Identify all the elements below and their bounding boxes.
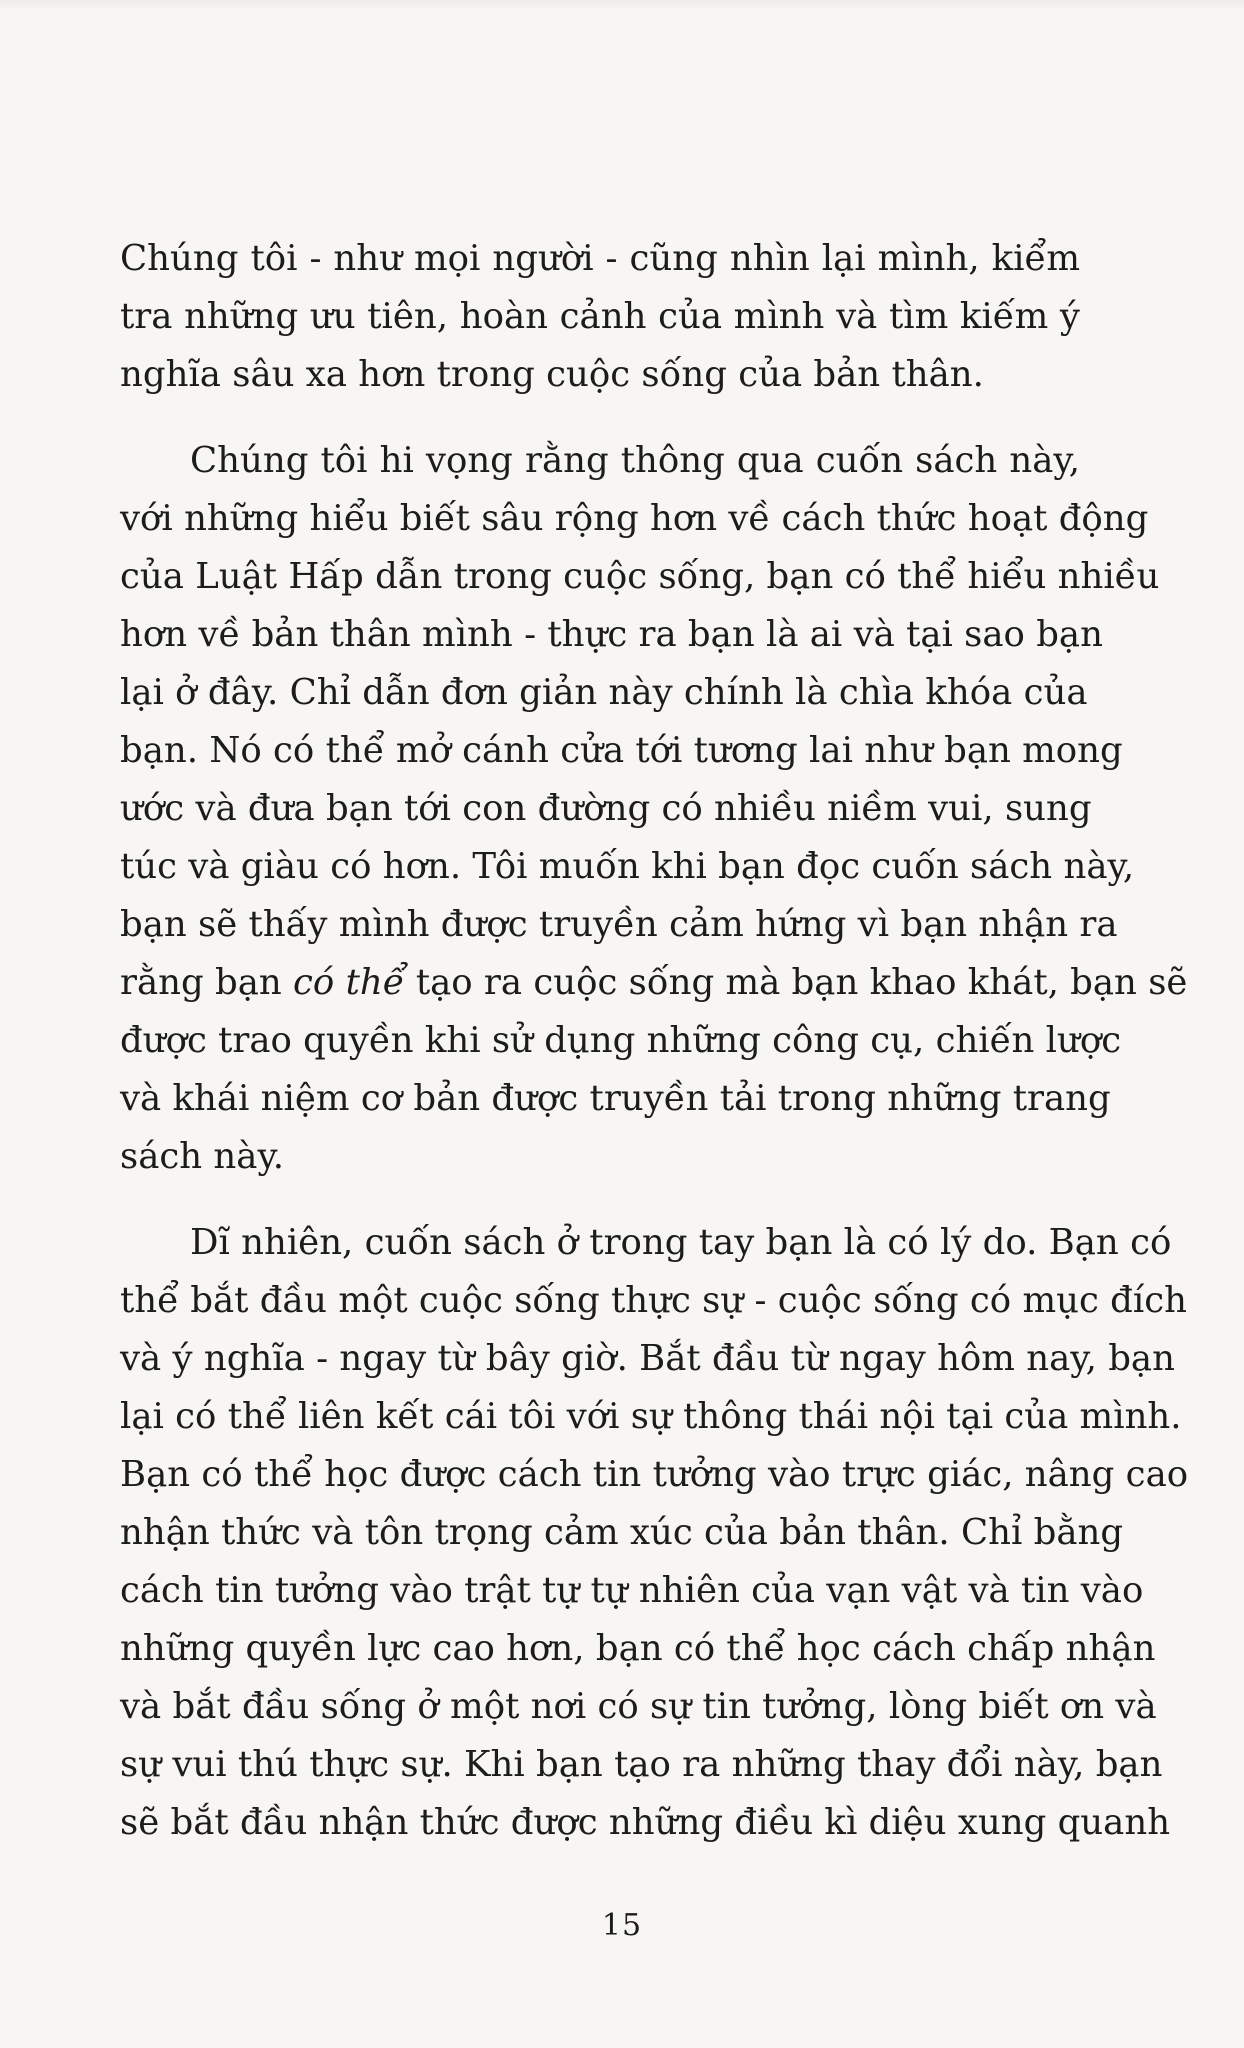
paragraph-1 xyxy=(120,230,1080,404)
text-line: Bạn có thể học được cách tin tưởng vào trực giác, nâng cao xyxy=(120,1454,1189,1495)
text-line: thể bắt đầu một cuộc sống thực sự - cuộc sống có mục đích xyxy=(120,1280,1187,1321)
text-line: được trao quyền khi sử dụng những công cụ, chiến lược xyxy=(120,1020,1122,1061)
paragraph-2 xyxy=(120,432,1188,1186)
text-segment: tạo ra cuộc sống mà bạn khao khát, bạn sẽ xyxy=(404,962,1188,1003)
text-line: và khái niệm cơ bản được truyền tải trong những trang xyxy=(120,1078,1111,1119)
text-line: những quyền lực cao hơn, bạn có thể học cách chấp nhận xyxy=(120,1628,1156,1669)
text-line: bạn. Nó có thể mở cánh cửa tới tương lai như bạn mong xyxy=(120,730,1123,771)
text-line: nghĩa sâu xa hơn trong cuộc sống của bản thân. xyxy=(120,354,984,395)
book-page-body xyxy=(120,230,1189,1880)
text-line-with-emphasis xyxy=(120,954,1188,1012)
emphasis-text: có thể xyxy=(293,962,405,1003)
text-line: Chúng tôi - như mọi người - cũng nhìn lại mình, kiểm xyxy=(120,238,1080,279)
page-top-edge xyxy=(0,0,1244,10)
text-line: Dĩ nhiên, cuốn sách ở trong tay bạn là có lý do. Bạn có xyxy=(190,1222,1172,1263)
text-line: lại ở đây. Chỉ dẫn đơn giản này chính là chìa khóa của xyxy=(120,672,1088,713)
text-line: cách tin tưởng vào trật tự tự nhiên của vạn vật và tin vào xyxy=(120,1570,1144,1611)
text-line: sách này. xyxy=(120,1136,285,1177)
text-line: hơn về bản thân mình - thực ra bạn là ai và tại sao bạn xyxy=(120,614,1103,655)
text-line: tra những ưu tiên, hoàn cảnh của mình và tìm kiếm ý xyxy=(120,296,1080,337)
text-line: túc và giàu có hơn. Tôi muốn khi bạn đọc cuốn sách này, xyxy=(120,846,1135,887)
text-line: của Luật Hấp dẫn trong cuộc sống, bạn có thể hiểu nhiều xyxy=(120,556,1160,597)
text-line: Chúng tôi hi vọng rằng thông qua cuốn sách này, xyxy=(190,440,1080,481)
text-line: với những hiểu biết sâu rộng hơn về cách thức hoạt động xyxy=(120,498,1149,539)
text-line: nhận thức và tôn trọng cảm xúc của bản thân. Chỉ bằng xyxy=(120,1512,1124,1553)
text-line: bạn sẽ thấy mình được truyền cảm hứng vì bạn nhận ra xyxy=(120,904,1118,945)
text-line: sẽ bắt đầu nhận thức được những điều kì diệu xung quanh xyxy=(120,1802,1171,1843)
text-line: lại có thể liên kết cái tôi với sự thông thái nội tại của mình. xyxy=(120,1396,1182,1437)
text-line: và bắt đầu sống ở một nơi có sự tin tưởng, lòng biết ơn và xyxy=(120,1686,1157,1727)
text-segment: rằng bạn xyxy=(120,962,294,1003)
text-line: sự vui thú thực sự. Khi bạn tạo ra những thay đổi này, bạn xyxy=(120,1744,1163,1785)
paragraph-3 xyxy=(120,1214,1189,1852)
text-line: và ý nghĩa - ngay từ bây giờ. Bắt đầu từ ngay hôm nay, bạn xyxy=(120,1338,1175,1379)
text-line: ước và đưa bạn tới con đường có nhiều niềm vui, sung xyxy=(120,788,1092,829)
page-number: 15 xyxy=(601,1908,643,1943)
